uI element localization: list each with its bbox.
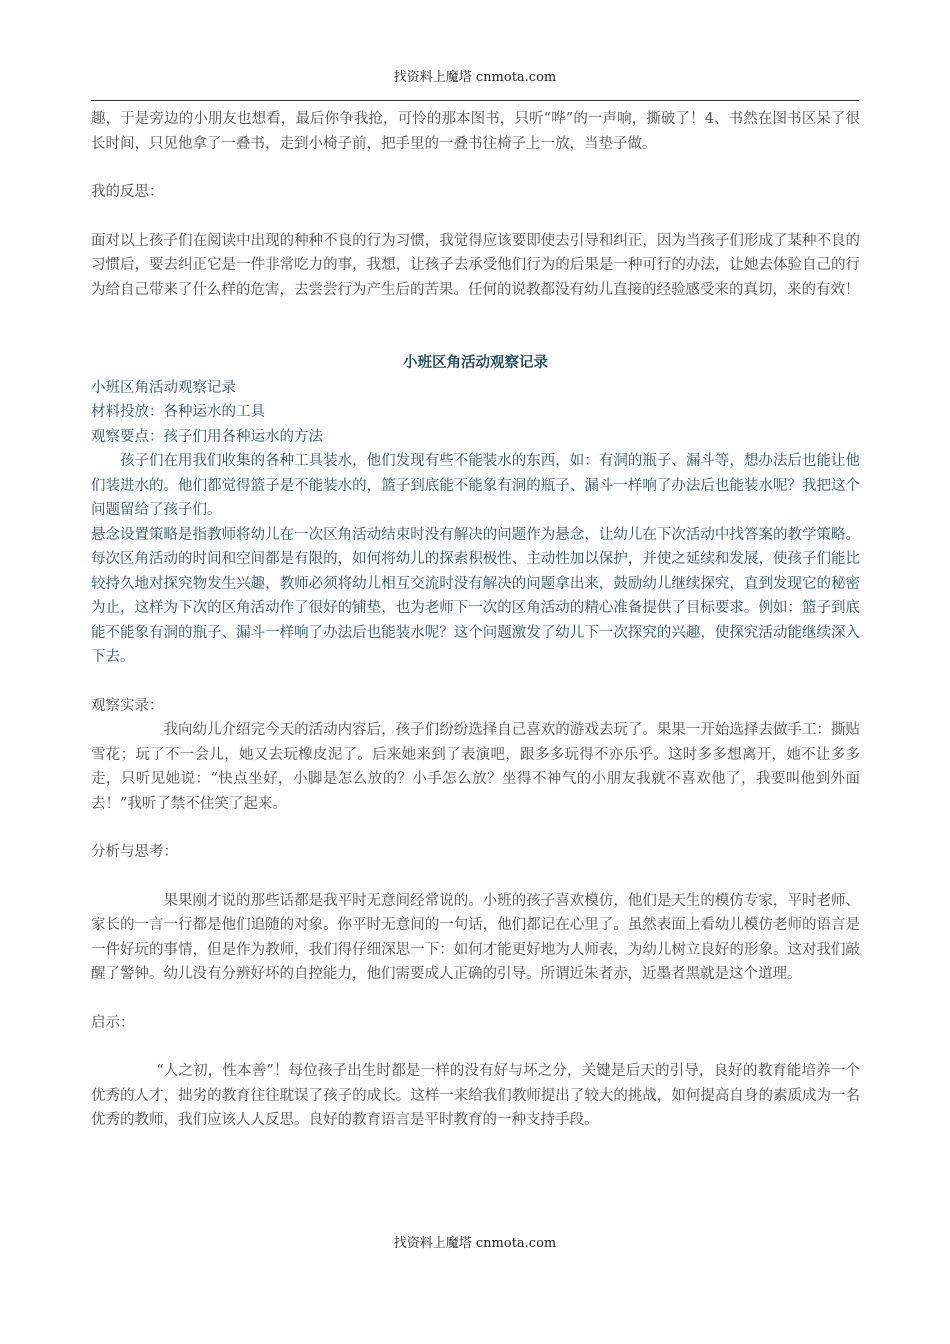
- section-observation-analysis: [91, 694, 860, 1133]
- reflection-body: 面对以上孩子们在阅读中出现的种种不良的行为习惯，我觉得应该要即使去引导和纠正，因为当孩子们形成了某种不良的习惯后，要去纠正它是一件非常吃力的事，我想，让孩子去承受他们行为的后果是一种可行的办法，让她去体验自己的行为给自己带来了什么样的危害，去尝尝行为产生后的苦果。任何的说教都没有幼儿直接的经验感受来的真切，来的有效！: [91, 232, 860, 298]
- document-body: [91, 107, 860, 1133]
- strategy-paragraph: 悬念设置策略是指教师将幼儿在一次区角活动结束时没有解决的问题作为悬念，让幼儿在下次活动中找答案的教学策略。每次区角活动的时间和空间都是有限的，如何将幼儿的探索积极性、主动性加以保护，并使之延续和发展，使孩子们能比较持久地对探究物发生兴趣，教师必须将幼儿相互交流时没有解决的问题拿出来，鼓励幼儿继续探究，直到发现它的秘密为止，这样为下次的区角活动作了很好的铺垫，也为老师下一次的区角活动的精心准备提供了目标要求。例如：篮子到底能不能象有洞的瓶子、漏斗一样响了办法后也能装水呢？这个问题激发了幼儿下一次探究的兴趣，使探究活动能继续深入下去。: [91, 526, 860, 665]
- page-footer: 找资料上魔塔 cnmota.com: [393, 1236, 557, 1251]
- observation-heading: 观察实录：: [91, 697, 164, 714]
- focus-line: 观察要点：孩子们用各种运水的方法: [91, 428, 323, 445]
- observation-body: 我向幼儿介绍完今天的活动内容后，孩子们纷纷选择自己喜欢的游戏去玩了。果果一开始选择去做手工：撕贴雪花；玩了不一会儿，她又去玩橡皮泥了。后来她来到了表演吧，跟多多玩得不亦乐乎。这时多多想离开，她不让多多走，只听见她说：“快点坐好，小脚是怎么放的？小手怎么放？坐得不神气的小朋友我就不喜欢他了，我要叫他到外面去！”我听了禁不住笑了起来。: [91, 722, 860, 812]
- header-rule: [91, 100, 859, 101]
- analysis-body: 果果刚才说的那些话都是我平时无意间经常说的。小班的孩子喜欢模仿，他们是天生的模仿专家，平时老师、家长的一言一行都是他们追随的对象。你平时无意间的一句话，他们都记在心里了。虽然表面上看幼儿模仿老师的语言是一件好玩的事情，但是作为教师，我们得仔细深思一下：如何才能更好地为人师表，为幼儿树立良好的形象。这对我们敲醒了警钟。幼儿没有分辨好坏的自控能力，他们需要成人正确的引导。所谓近朱者赤，近墨者黑就是这个道理。: [91, 892, 860, 982]
- materials-line: 材料投放：各种运水的工具: [91, 404, 265, 420]
- section-observation-record: [91, 351, 860, 670]
- analysis-heading: 分析与思考：: [91, 844, 178, 860]
- reflection-heading: 我的反思：: [91, 184, 164, 200]
- section-reading-reflection: [91, 107, 860, 302]
- observation-paragraph: 孩子们在用我们收集的各种工具装水，他们发现有些不能装水的东西，如：有洞的瓶子、漏斗等，想办法后也能让他们装进水的。他们都觉得篮子是不能装水的，篮子到底能不能象有洞的瓶子、漏斗一样响了办法后也能装水呢？我把这个问题留给了孩子们。: [91, 453, 860, 518]
- section-title: 小班区角活动观察记录: [403, 354, 548, 371]
- insight-heading: 启示：: [91, 1014, 135, 1031]
- paragraph-continued-story: 趣，于是旁边的小朋友也想看，最后你争我抢，可怜的那本图书，只听“哗”的一声响，撕破了！4、书然在图书区呆了很长时间，只见他拿了一叠书，走到小椅子前，把手里的一叠书往椅子上一放，当垫子做。: [91, 111, 860, 152]
- page-header: 找资料上魔塔 cnmota.com: [393, 70, 557, 85]
- insight-body: “人之初，性本善”！每位孩子出生时都是一样的没有好与坏之分，关键是后天的引导，良好的教育能培养一个优秀的人才，拙劣的教育往往耽误了孩子的成长。这样一来给我们教师提出了较大的挑战，如何提高自身的素质成为一名优秀的教师，我们应该人人反思。良好的教育语言是平时教育的一种支持手段。: [91, 1063, 860, 1128]
- record-subtitle: 小班区角活动观察记录: [91, 379, 236, 396]
